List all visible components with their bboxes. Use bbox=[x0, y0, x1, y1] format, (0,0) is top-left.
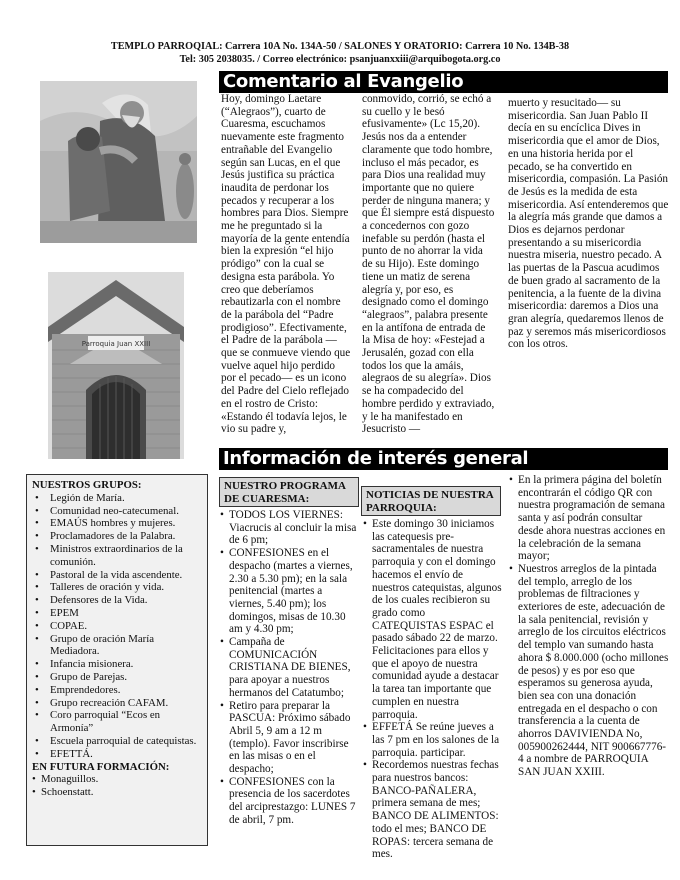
noticias-heading: NOTICIAS DE NUESTRA PARROQUIA: bbox=[361, 486, 501, 516]
header-contact: Tel: 305 2038035. / Correo electrónico: psanjuanxxiii@arquibogota.org.co bbox=[179, 54, 501, 65]
programa-list bbox=[219, 509, 359, 869]
future-groups-title: EN FUTURA FORMACIÓN: bbox=[32, 760, 170, 773]
group-item: • Infancia misionera. bbox=[32, 658, 203, 671]
comentario-text-3: muerto y resucitado— su misericordia. San Juan Pablo II decía en su encíclica Dives in misericordia que el amor de Dios, en una historia herida por el pecado, se ha convertido en misericordia, compasión. La Pasión de Jesús es la medida de esta misericordia. Así entenderemos que la alegría más grande que damos a Dios es dejarnos perdonar presentando a su misericordia nuestra miseria, nuestro pecado. A las puertas de la Pascua acudimos de buen grado al sacramento de la penitencia, a la fuente de la divina misericordia: daremos a Dios una gran alegría, quedaremos llenos de paz y seremos más misericordiosos con los otros. bbox=[508, 97, 669, 351]
group-item: • Legión de María. bbox=[32, 492, 203, 505]
group-item: • Emprendedores. bbox=[32, 684, 203, 697]
group-item: • Pastoral de la vida ascendente. bbox=[32, 569, 203, 582]
prodigal-son-image bbox=[40, 81, 197, 243]
header-address: TEMPLO PARROQIAL: Carrera 10A No. 134A-50 / SALONES Y ORATORIO: Carrera 10 No. 134B-38 bbox=[110, 41, 570, 52]
parish-sign: Parroquia Juan XXIII bbox=[81, 340, 151, 348]
groups-title: NUESTROS GRUPOS: bbox=[32, 479, 142, 491]
group-item: • Grupo de Parejas. bbox=[32, 671, 203, 684]
programa-item: • Retiro para preparar la PASCUA: Próximo sábado Abril 5, 9 am a 12 m (templo). Favor inscribirse en las misas o en el despacho; bbox=[219, 700, 359, 776]
group-item: • COPAE. bbox=[32, 620, 203, 633]
programa-item: • CONFESIONES en el despacho (martes a viernes, 2.30 a 5.30 pm); en la sala penitencial (martes a viernes, 5.40 pm); los domingos, misas de 10.30 am y 4.30 pm; bbox=[219, 547, 359, 636]
programa-item: • Campaña de COMUNICACIÓN CRISTIANA DE BIENES, para apoyar a nuestros hermanos del Catatumbo; bbox=[219, 636, 359, 700]
info-item: • Nuestros arreglos de la pintada del templo, arreglo de los problemas de filtraciones y exteriores de este, adecuación de la sala penitencial, revisión y arreglo de los circuitos eléctricos del templo van sumando hasta ahora $ 8.000.000 (ocho millones de pesos) y es por eso que esperamos su generosa ayuda, bien sea con una donación entregada en el despacho o con transferencia a la cuenta de ahorros DAVIVIENDA No, 005900262444, NIT 900667776-4 a nombre de PARROQUIA SAN JUAN XXIII. bbox=[508, 563, 670, 779]
future-group-item: • Schoenstatt. bbox=[32, 786, 203, 799]
group-item: • EFETTÁ. bbox=[32, 748, 203, 761]
noticia-item: • EFFETÁ Se reúne jueves a las 7 pm en los salones de la parroquia. participar. bbox=[362, 721, 502, 759]
group-item: • Defensores de la Vida. bbox=[32, 594, 203, 607]
info-banner: Información de interés general bbox=[219, 448, 668, 470]
group-item: • Escuela parroquial de catequistas. bbox=[32, 735, 203, 748]
noticia-item: • Este domingo 30 iniciamos las catequesis pre-sacramentales de nuestra parroquia y con el domingo hacemos el envío de nuestros catequistas, algunos de los cuales recibieron su grado como CATEQUISTAS ESPAC el pasado sábado 22 de marzo. Felicitaciones para ellos y que el apoyo de nuestra comunidad ayude a destacar la tarea tan importante que cumplen en nuestra parroquia. bbox=[362, 518, 502, 721]
group-item: • Ministros extraordinarios de la comunión. bbox=[32, 543, 203, 569]
parish-building-image bbox=[48, 272, 184, 459]
comentario-text-2: conmovido, corrió, se echó a su cuello y le besó efusivamente» (Lc 15,20). Jesús nos da a entender claramente que todo hombre, incluso el más pecador, es para Dios una realidad muy importante que no quiere perder de ninguna manera; y que Él siempre está dispuesto a concedernos con gozo inefable su perdón (hasta el punto de no ahorrar la vida de su Hijo). Este domingo tiene un matiz de serena alegría y, por eso, es designado como el domingo “alegraos”, palabra presente en la antífona de entrada de la Misa de hoy: «Festejad a Jerusalén, gozad con ella todos los que la amáis, alegraos de su alegría». Dios se ha compadecido del hombre perdido y extraviado, y le ha manifestado en Jesucristo — bbox=[362, 93, 495, 436]
group-item: • Grupo de oración María Mediadora. bbox=[32, 633, 203, 659]
programa-item: • TODOS LOS VIERNES: Viacrucis al concluir la misa de 6 pm; bbox=[219, 509, 359, 547]
comentario-column-1 bbox=[221, 93, 351, 443]
group-item: • EMAÚS hombres y mujeres. bbox=[32, 517, 203, 530]
future-group-item: • Monaguillos. bbox=[32, 773, 203, 786]
info-item: • En la primera página del boletín encontrarán el código QR con nuestra programación de semana santa y así podrán consultar desde ahora nuestras acciones en la celebración de la semana mayor; bbox=[508, 474, 670, 563]
group-item: • EPEM bbox=[32, 607, 203, 620]
noticia-item: • Recordemos nuestras fechas para nuestros bancos: BANCO-PAÑALERA, primera semana de mes; BANCO DE ALIMENTOS: todo el mes; BANCO DE ROPAS: tercera semana de mes. bbox=[362, 759, 502, 861]
programa-item: • CONFESIONES con la presencia de los sacerdotes del arciprestazgo: LUNES 7 de abril, 7 pm. bbox=[219, 776, 359, 827]
groups-list bbox=[32, 492, 203, 761]
group-item: • Grupo recreación CAFAM. bbox=[32, 697, 203, 710]
programa-heading: NUESTRO PROGRAMA DE CUARESMA: bbox=[219, 477, 359, 507]
comentario-banner: Comentario al Evangelio bbox=[219, 71, 668, 93]
info-column-3-list bbox=[508, 474, 670, 870]
comentario-text-1: Hoy, domingo Laetare (“Alegraos”), cuarto de Cuaresma, escuchamos nuevamente este fragmento entrañable del Evangelio según san Lucas, en el que Jesús justifica su práctica inaudita de perdonar los pecados y recuperar a los hombres para Dios. Siempre me he preguntado si la mayoría de la gente entendía bien la expresión “el hijo pródigo” con la cual se designa esta parábola. Yo creo que deberíamos rebautizarla con el nombre de la parábola del “Padre prodigioso”. Efectivamente, el Padre de la parábola —que se conmueve viendo que vuelve aquel hijo perdido por el pecado— es un icono del Padre del Cielo reflejado en el rostro de Cristo: «Estando él todavía lejos, le vio su padre y, bbox=[221, 93, 351, 436]
comentario-column-2 bbox=[362, 93, 496, 443]
comentario-column-3 bbox=[508, 97, 670, 447]
group-item: • Talleres de oración y vida. bbox=[32, 581, 203, 594]
groups-box bbox=[26, 474, 208, 846]
group-item: • Comunidad neo-catecumenal. bbox=[32, 505, 203, 518]
noticias-list bbox=[362, 518, 502, 870]
group-item: • Coro parroquial “Ecos en Armonía” bbox=[32, 709, 203, 735]
group-item: • Proclamadores de la Palabra. bbox=[32, 530, 203, 543]
future-groups-list bbox=[32, 773, 203, 799]
